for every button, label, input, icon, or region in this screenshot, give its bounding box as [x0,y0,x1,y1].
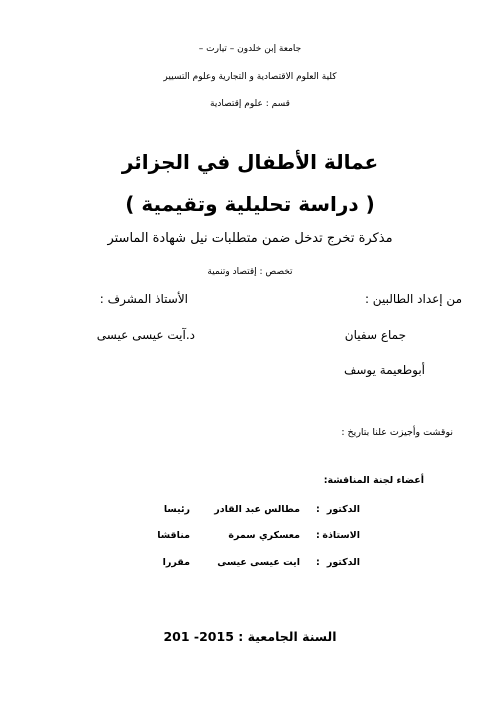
thesis-title: عمالة الأطفال في الجزائر [121,150,379,174]
academic-year: السنة الجامعية : 2015- 201 [163,629,337,644]
thesis-note: مذكرة تخرج تدخل ضمن متطلبات نيل شهادة الماستر [107,231,393,246]
university-name: جامعة إبن خلدون – تيارت – [198,44,302,54]
member-name: مطالس عبد القادر [214,504,300,515]
member-role: مناقشا [157,530,190,541]
member-separator: : [316,557,320,568]
thesis-subtitle: ( دراسة تحليلية وتقيمية ) [125,192,375,216]
member-title: الدكتور [326,557,360,568]
member-separator: : [316,504,320,515]
department-name: قسم : علوم إقتصادية [210,99,290,109]
specialization: تخصص : إقتصاد وتنمية [207,267,293,277]
member-name: ايت عيسى عيسى [217,557,300,568]
member-title: الدكتور [326,504,360,515]
member-title: الاستاذة [322,530,360,541]
students-label: من إعداد الطالبين : [364,292,462,306]
discussion-date-label: نوقشت وأجيزت علنا بتاريخ : [341,427,453,438]
member-role: مقررا [162,557,190,568]
supervisor-name: د.آيت عيسى عيسى [96,328,195,342]
committee-label: أعضاء لجنة المناقشة: [323,475,424,486]
supervisor-label: الأستاذ المشرف : [99,292,188,306]
student-name-2: أبوطعيمة يوسف [343,363,425,377]
student-name-1: جماع سفيان [344,328,406,342]
member-role: رئيسا [163,504,190,515]
member-name: معسكري سمرة [228,530,300,541]
member-separator: : [316,530,320,541]
faculty-name: كلية العلوم الاقتصادية و التجارية وعلوم التسيير [163,72,337,82]
